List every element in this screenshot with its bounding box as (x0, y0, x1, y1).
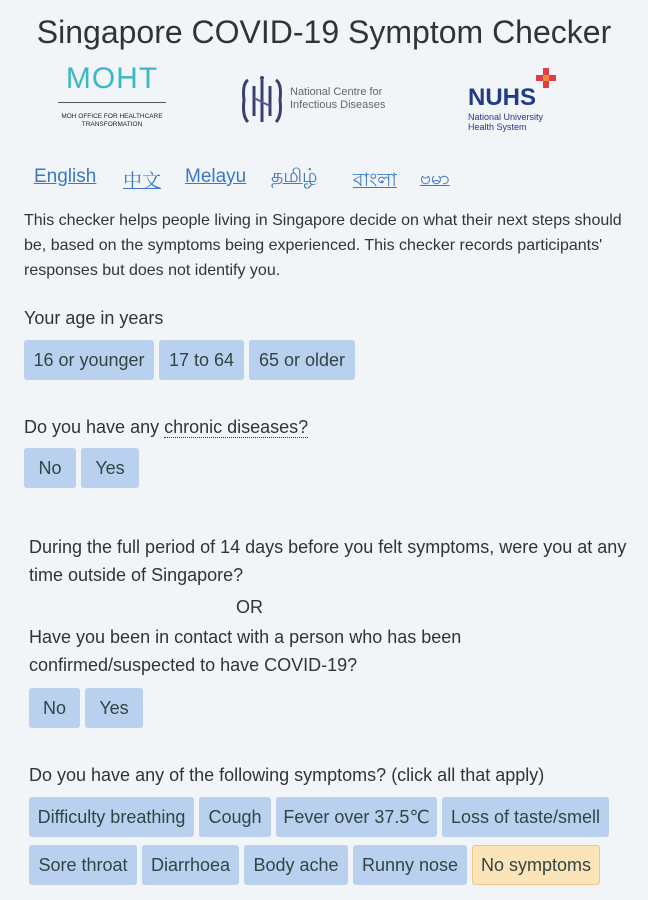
moht-logo-rule (58, 102, 166, 103)
symptom-no-symptoms[interactable]: No symptoms (472, 845, 600, 885)
symptom-runny-nose[interactable]: Runny nose (353, 845, 467, 885)
language-link-english[interactable]: English (34, 166, 97, 187)
nuhs-logo-line1: National University (468, 112, 544, 122)
chronic-option-no[interactable]: No (24, 448, 76, 488)
page-title: Singapore COVID-19 Symptom Checker (36, 14, 612, 50)
language-link-chinese[interactable]: 中文 (123, 171, 162, 192)
symptom-cough[interactable]: Cough (199, 797, 271, 837)
age-option-17-to-64[interactable]: 17 to 64 (159, 340, 244, 380)
moht-logo (58, 62, 166, 129)
ncid-logo-line2: Infectious Diseases (290, 99, 386, 111)
travel-question: During the full period of 14 days before you felt symptoms, were you at any time outside of Singapore? (29, 537, 627, 585)
moht-logo-word: MOHT (65, 62, 159, 95)
nuhs-logo-subtitle (468, 112, 543, 132)
chronic-diseases-tooltip-link[interactable]: chronic diseases? (164, 417, 309, 437)
chronic-question-text: Do you have any (24, 417, 165, 437)
ncid-logo (240, 72, 410, 128)
language-link-burmese[interactable]: ဗမာ (420, 168, 450, 189)
age-option-16-or-younger[interactable]: 16 or younger (24, 340, 154, 380)
symptom-fever[interactable]: Fever over 37.5℃ (276, 797, 437, 837)
symptom-body-ache[interactable]: Body ache (244, 845, 348, 885)
travel-option-yes[interactable]: Yes (85, 688, 143, 728)
symptom-difficulty-breathing[interactable]: Difficulty breathing (29, 797, 194, 837)
nuhs-logo-word: NUHS (468, 84, 537, 111)
symptom-diarrhoea[interactable]: Diarrhoea (142, 845, 239, 885)
nuhs-logo-line2: Health System (468, 122, 527, 132)
travel-option-no[interactable]: No (29, 688, 80, 728)
or-separator: OR (236, 597, 263, 617)
nuhs-logo (466, 68, 566, 132)
language-link-bengali[interactable]: বাংলা (353, 170, 397, 191)
moht-logo-subtitle: MOH OFFICE FOR HEALTHCARE TRANSFORMATION (61, 113, 163, 128)
symptom-loss-of-taste-smell[interactable]: Loss of taste/smell (442, 797, 609, 837)
ncid-emblem-icon (240, 72, 284, 130)
age-option-65-or-older[interactable]: 65 or older (249, 340, 355, 380)
symptoms-question: Do you have any of the following symptoms? (click all that apply) (29, 765, 545, 785)
age-question: Your age in years (24, 308, 164, 328)
language-link-tamil[interactable]: தமிழ் (271, 166, 318, 187)
language-link-malay[interactable]: Melayu (185, 166, 247, 187)
ncid-logo-line1: National Centre for (290, 86, 383, 98)
nuhs-cross-icon (536, 68, 556, 88)
symptom-sore-throat[interactable]: Sore throat (29, 845, 137, 885)
contact-question: Have you been in contact with a person who has been confirmed/suspected to have COVID-19? (29, 627, 462, 675)
chronic-question (24, 413, 308, 441)
intro-text: This checker helps people living in Singapore decide on what their next steps should be, based on the symptoms being experienced. This checker records participants' responses but does not identify you. (24, 212, 622, 279)
ncid-logo-text (290, 86, 385, 112)
chronic-option-yes[interactable]: Yes (81, 448, 139, 488)
